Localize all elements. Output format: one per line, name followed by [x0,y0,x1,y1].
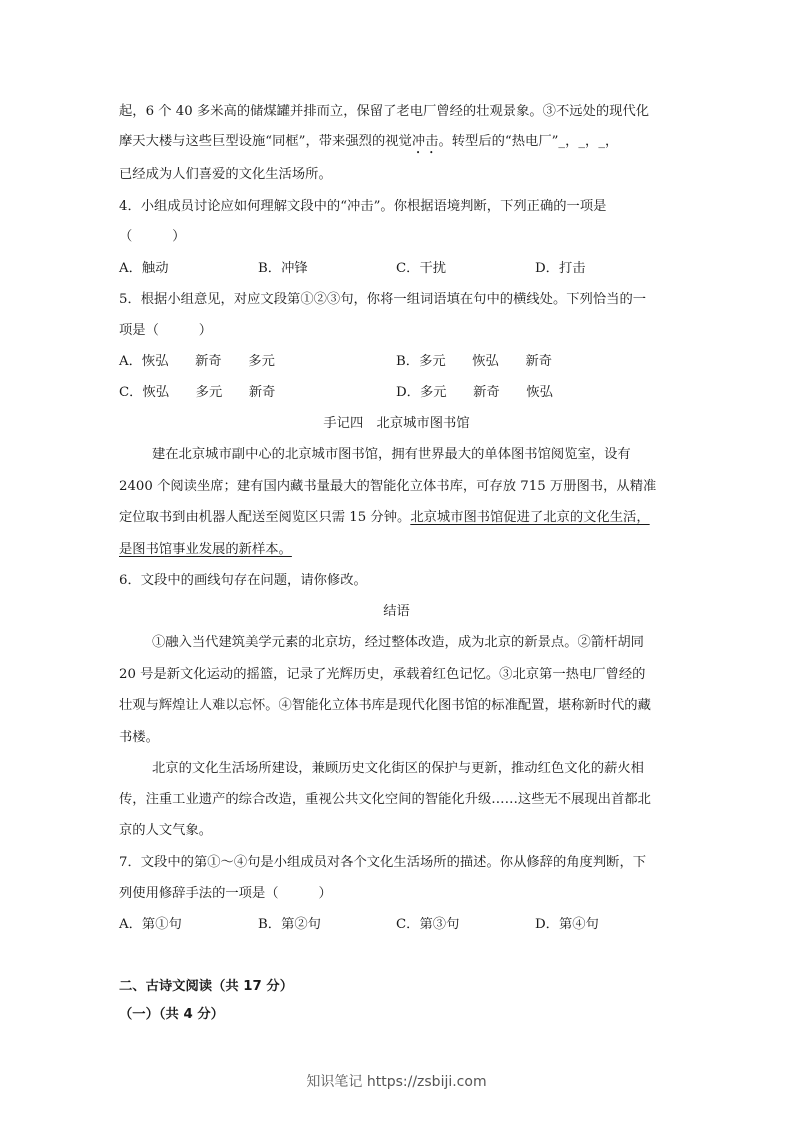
option-c: C．恢弘 多元 新奇 [119,385,276,400]
passage-line: 已经成为人们喜爱的文化生活场所。 [119,167,332,182]
paragraph-line: 20 号是新文化运动的摇篮，记录了光辉历史，承载着红色记忆。③北京第一热电厂曾经的 [119,667,646,682]
option-a: A．恢弘 新奇 多元 [119,354,275,369]
option-d: D．第④句 [535,917,599,932]
paragraph-line: 京的人文气象。 [119,823,213,838]
option-c: C．第③句 [396,917,460,932]
paragraph-line [119,541,292,559]
paragraph-line: ①融入当代建筑美学元素的北京坊，经过整体改造，成为北京的新景点。②箭杆胡同 [152,635,644,650]
option-d: D．多元 新奇 恢弘 [396,385,553,400]
underlined-sentence: 北京城市图书馆促进了北京的文化生活， [410,510,650,525]
answer-paren: （ ） [119,229,186,244]
passage-line: 摩天大楼与这些巨型设施“同框”，带来强烈的视觉冲击。转型后的“热电厂”_，_，_， [119,134,619,149]
underlined-sentence: 是图书馆事业发展的新样本。 [119,542,292,557]
fill-blank: _ [598,134,605,149]
option-a: A．第①句 [119,917,182,932]
option-d: D．打击 [535,261,586,276]
dotted-word: 冲击 [411,134,439,149]
option-a: A．触动 [119,261,169,276]
paragraph-line: 建在北京城市副中心的北京城市图书馆，拥有世界最大的单体图书馆阅览室，设有 [152,447,631,462]
question-6-stem: 6．文段中的画线句存在问题，请你修改。 [119,573,367,588]
paragraph-line: 北京的文化生活场所建设，兼顾历史文化街区的保护与更新，推动红色文化的薪火相 [152,761,644,776]
question-4-stem: 4．小组成员讨论应如何理解文段中的“冲击”。你根据语境判断，下列正确的一项是 [119,199,607,214]
option-c: C．干扰 [396,261,447,276]
section-heading: 二、古诗文阅读（共 17 分） [119,979,294,994]
subsection-heading: （一）（共 4 分） [119,1007,224,1022]
paragraph-line: 壮观与辉煌让人难以忘怀。④智能化立体书库是现代化图书馆的标准配置，堪称新时代的藏 [119,698,651,713]
question-7-stem: 7．文段中的第①～④句是小组成员对各个文化生活场所的描述。你从修辞的角度判断，下 [119,855,647,870]
option-b: B．多元 恢弘 新奇 [396,354,553,369]
fill-blank: _ [578,134,586,149]
section-title: 结语 [383,604,410,619]
section-title: 手记四 北京城市图书馆 [323,416,470,431]
option-b: B．第②句 [258,917,321,932]
question-7-stem: 列使用修辞手法的一项是（ ） [119,886,332,901]
footer-watermark: 知识笔记 https://zsbiji.com [306,1074,487,1090]
question-5-stem: 5．根据小组意见，对应文段第①②③句，你将一组词语填在句中的横线处。下列恰当的一 [119,292,647,307]
paragraph-line: 2400 个阅读坐席；建有国内藏书量最大的智能化立体书库，可存放 715 万册图书，从精准 [119,479,657,494]
paragraph-line: 书楼。 [119,730,159,745]
option-b: B．冲锋 [258,261,308,276]
paragraph-line: 定位取书到由机器人配送至阅览区只需 15 分钟。北京城市图书馆促进了北京的文化生活， [119,510,650,525]
fill-blank: _ [558,134,566,149]
paragraph-line: 传，注重工业遗产的综合改造，重视公共文化空间的智能化升级……这些无不展现出首都北 [119,792,651,807]
question-5-stem: 项是（ ） [119,323,213,338]
passage-line: 起，6 个 40 多米高的储煤罐并排而立，保留了老电厂曾经的壮观景象。③不远处的现代化 [119,104,650,119]
